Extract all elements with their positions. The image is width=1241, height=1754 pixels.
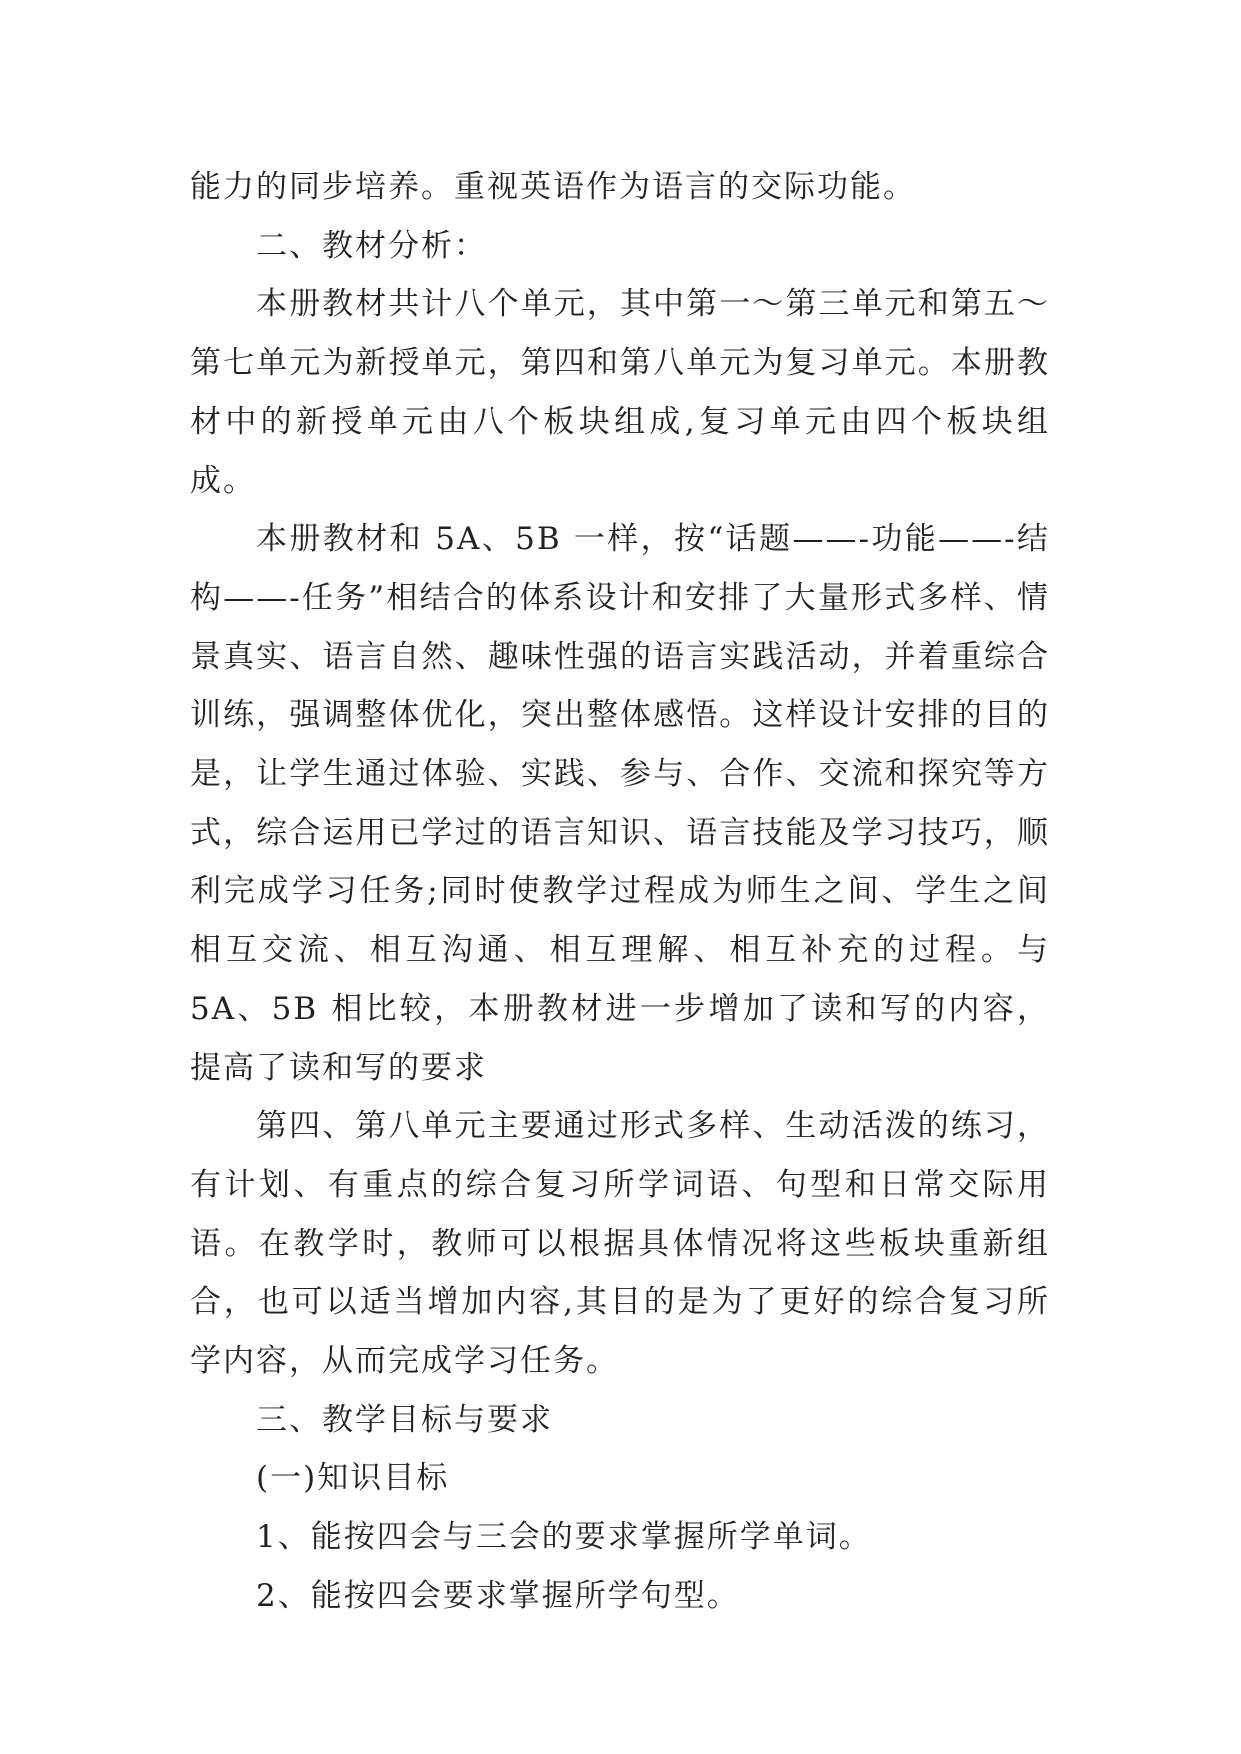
section-heading-teaching-goals: 三、教学目标与要求	[256, 1401, 553, 1438]
paragraph-units-overview: 本册教材共计八个单元，其中第一～第三单元和第五～第七单元为新授单元，第四和第八单元为复习单元。本册教材中的新授单元由八个板块组成,复习单元由四个板块组成。	[190, 286, 1050, 499]
subheading-knowledge-goals: (一)知识目标	[256, 1460, 450, 1497]
document-body	[190, 158, 1050, 1626]
paragraph-continuation: 能力的同步培养。重视英语作为语言的交际功能。	[190, 169, 916, 205]
paragraph-review-units: 第四、第八单元主要通过形式多样、生动活泼的练习，有计划、有重点的综合复习所学词语、句型和日常交际用语。在教学时，教师可以根据具体情况将这些板块重新组合，也可以适当增加内容,其目的是为了更好的综合复习所学内容，从而完成学习任务。	[190, 1108, 1050, 1380]
list-item-sentence-patterns: 2、能按四会要求掌握所学句型。	[256, 1577, 740, 1614]
list-item-vocabulary: 1、能按四会与三会的要求掌握所学单词。	[256, 1519, 872, 1556]
section-heading-textbook-analysis: 二、教材分析：	[256, 227, 487, 264]
paragraph-design-system: 本册教材和 5A、5B 一样，按“话题——-功能——-结构——-任务”相结合的体系设计和安排了大量形式多样、情景真实、语言自然、趣味性强的语言实践活动，并着重综合训练，强调整体优化，突出整体感悟。这样设计安排的目的是，让学生通过体验、实践、参与、合作、交流和探究等方式，综合运用已学过的语言知识、语言技能及学习技巧，顺利完成学习任务;同时使教学过程成为师生之间、学生之间相互交流、相互沟通、相互理解、相互补充的过程。与 5A、5B 相比较，本册教材进一步增加了读和写的内容，提高了读和写的要求	[190, 521, 1050, 1086]
